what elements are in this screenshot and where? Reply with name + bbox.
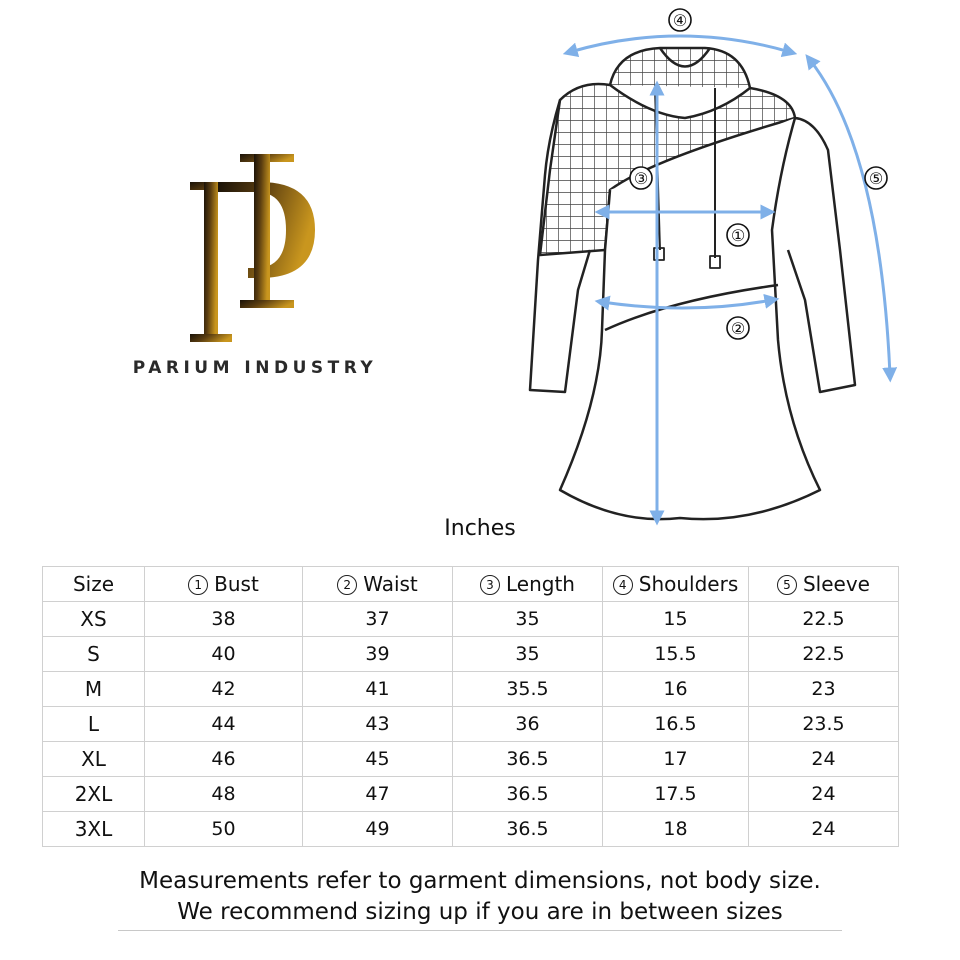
shoulders-cell: 17 bbox=[603, 742, 749, 777]
sleeve-cell: 22.5 bbox=[749, 602, 899, 637]
header-shoulders-label: Shoulders bbox=[638, 572, 739, 596]
header-sleeve bbox=[749, 567, 899, 602]
size-cell: 3XL bbox=[43, 812, 145, 847]
length-cell: 36.5 bbox=[453, 742, 603, 777]
header-bust bbox=[145, 567, 303, 602]
table-row bbox=[43, 742, 899, 777]
divider bbox=[118, 930, 842, 931]
header-waist bbox=[303, 567, 453, 602]
sleeve-cell: 24 bbox=[749, 742, 899, 777]
table-row bbox=[43, 637, 899, 672]
waist-cell: 37 bbox=[303, 602, 453, 637]
table-row bbox=[43, 812, 899, 847]
shoulders-cell: 18 bbox=[603, 812, 749, 847]
waist-cell: 41 bbox=[303, 672, 453, 707]
marker-5-icon: 5 bbox=[777, 575, 797, 595]
marker-5: ⑤ bbox=[868, 169, 884, 188]
marker-4: ④ bbox=[672, 11, 688, 30]
size-cell: S bbox=[43, 637, 145, 672]
size-chart-table bbox=[42, 566, 899, 847]
marker-3-icon: 3 bbox=[480, 575, 500, 595]
size-cell: L bbox=[43, 707, 145, 742]
bust-cell: 48 bbox=[145, 777, 303, 812]
garment-diagram bbox=[510, 0, 910, 530]
brand-name: PARIUM INDUSTRY bbox=[132, 358, 378, 378]
waist-cell: 45 bbox=[303, 742, 453, 777]
sleeve-cell: 24 bbox=[749, 812, 899, 847]
waist-cell: 49 bbox=[303, 812, 453, 847]
header-shoulders bbox=[603, 567, 749, 602]
bust-cell: 44 bbox=[145, 707, 303, 742]
sleeve-cell: 23.5 bbox=[749, 707, 899, 742]
shoulders-cell: 16 bbox=[603, 672, 749, 707]
marker-1-icon: 1 bbox=[188, 575, 208, 595]
brand-logo bbox=[110, 150, 400, 390]
shoulders-cell: 16.5 bbox=[603, 707, 749, 742]
sleeve-cell: 23 bbox=[749, 672, 899, 707]
table-row bbox=[43, 707, 899, 742]
shoulders-cell: 15 bbox=[603, 602, 749, 637]
length-cell: 36.5 bbox=[453, 812, 603, 847]
table-header-row bbox=[43, 567, 899, 602]
sleeve-cell: 22.5 bbox=[749, 637, 899, 672]
marker-1: ① bbox=[730, 226, 746, 245]
bust-cell: 46 bbox=[145, 742, 303, 777]
marker-3: ③ bbox=[633, 169, 649, 188]
bust-cell: 42 bbox=[145, 672, 303, 707]
length-cell: 36 bbox=[453, 707, 603, 742]
table-row bbox=[43, 672, 899, 707]
header-waist-label: Waist bbox=[363, 572, 418, 596]
sizing-note bbox=[0, 866, 960, 928]
pi-monogram-icon bbox=[190, 150, 325, 345]
size-cell: M bbox=[43, 672, 145, 707]
shoulders-cell: 15.5 bbox=[603, 637, 749, 672]
waist-cell: 47 bbox=[303, 777, 453, 812]
units-label: Inches bbox=[444, 516, 516, 541]
sizing-note-line-2: We recommend sizing up if you are in between sizes bbox=[177, 899, 783, 925]
length-cell: 35 bbox=[453, 602, 603, 637]
waist-cell: 43 bbox=[303, 707, 453, 742]
hoodie-dress-illustration bbox=[510, 0, 910, 530]
size-cell: XS bbox=[43, 602, 145, 637]
header-length-label: Length bbox=[506, 572, 575, 596]
bust-cell: 38 bbox=[145, 602, 303, 637]
header-size: Size bbox=[43, 567, 145, 602]
table-row bbox=[43, 602, 899, 637]
length-cell: 35.5 bbox=[453, 672, 603, 707]
length-cell: 35 bbox=[453, 637, 603, 672]
bust-cell: 40 bbox=[145, 637, 303, 672]
header-bust-label: Bust bbox=[214, 572, 259, 596]
header-length bbox=[453, 567, 603, 602]
length-cell: 36.5 bbox=[453, 777, 603, 812]
sizing-note-line-1: Measurements refer to garment dimensions, not body size. bbox=[139, 868, 821, 894]
sleeve-cell: 24 bbox=[749, 777, 899, 812]
shoulders-cell: 17.5 bbox=[603, 777, 749, 812]
size-cell: XL bbox=[43, 742, 145, 777]
bust-cell: 50 bbox=[145, 812, 303, 847]
size-cell: 2XL bbox=[43, 777, 145, 812]
marker-2: ② bbox=[730, 319, 746, 338]
header-sleeve-label: Sleeve bbox=[802, 572, 870, 596]
waist-cell: 39 bbox=[303, 637, 453, 672]
table-row bbox=[43, 777, 899, 812]
marker-4-icon: 4 bbox=[613, 575, 633, 595]
marker-2-icon: 2 bbox=[337, 575, 357, 595]
